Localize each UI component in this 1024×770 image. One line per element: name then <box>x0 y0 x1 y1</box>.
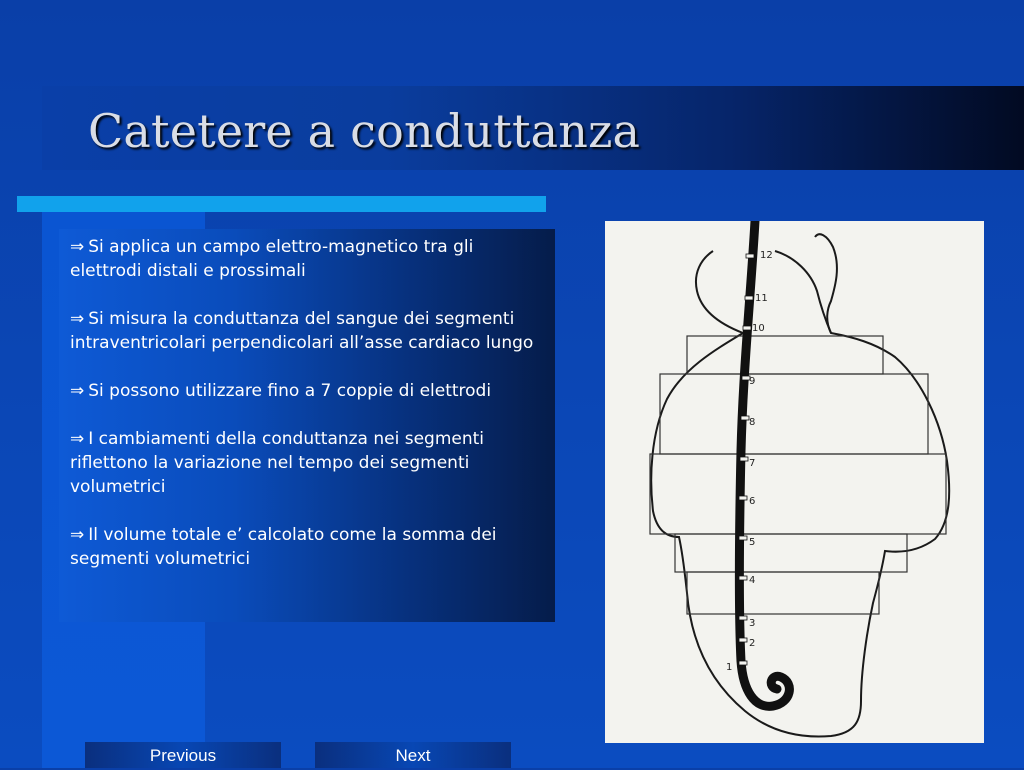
segment-box <box>687 336 883 374</box>
bullet-item <box>70 523 545 571</box>
bullet-item <box>70 307 545 355</box>
electrode-label: 4 <box>749 575 756 586</box>
electrode <box>741 416 749 420</box>
electrode <box>745 296 753 300</box>
bullet-text: Si possono utilizzare fino a 7 coppie di elettrodi <box>88 381 492 401</box>
segment-box <box>660 374 928 454</box>
segment-box <box>687 572 879 614</box>
slide-title: Catetere a conduttanza <box>88 104 641 158</box>
bullet-item <box>70 379 545 403</box>
bullet-text: Il volume totale e’ calcolato come la somma dei segmenti volumetrici <box>70 525 497 569</box>
electrode <box>739 496 747 500</box>
arrow-icon: ⇒ <box>70 429 85 449</box>
electrode <box>746 254 754 258</box>
electrode-label: 7 <box>749 458 756 469</box>
electrode <box>739 638 747 642</box>
arrow-icon: ⇒ <box>70 525 85 545</box>
bullet-item <box>70 235 545 283</box>
previous-button[interactable]: Previous <box>85 742 281 768</box>
arrow-icon: ⇒ <box>70 381 85 401</box>
bullet-text: Si misura la conduttanza del sangue dei segmenti intraventricolari perpendicolari all’asse cardiaco lungo <box>70 309 534 353</box>
segment-box <box>650 454 946 534</box>
electrode <box>739 536 747 540</box>
electrode-label: 5 <box>749 537 756 548</box>
electrode-label: 11 <box>755 293 768 304</box>
bullet-text: I cambiamenti della conduttanza nei segmenti riflettono la variazione nel tempo dei segmenti volumetrici <box>70 429 485 497</box>
arrow-icon: ⇒ <box>70 309 85 329</box>
electrode-label: 8 <box>749 417 756 428</box>
electrode-label: 2 <box>749 638 756 649</box>
diagram-svg <box>605 221 984 743</box>
electrode <box>739 616 747 620</box>
accent-bar <box>17 196 546 212</box>
electrode <box>743 326 751 330</box>
ventricle-outline <box>651 234 949 736</box>
segment-box <box>675 534 907 572</box>
electrode <box>739 576 747 580</box>
segment-boxes <box>650 336 946 614</box>
conductance-catheter-diagram <box>605 221 984 743</box>
electrode-label: 6 <box>749 496 756 507</box>
bullet-text: Si applica un campo elettro-magnetico tra gli elettrodi distali e prossimali <box>70 237 474 281</box>
electrode-label: 9 <box>749 376 756 387</box>
electrode-label: 3 <box>749 618 756 629</box>
electrode-label: 12 <box>760 250 773 261</box>
ventricle-dome <box>775 251 831 333</box>
bullet-list <box>59 229 555 622</box>
arrow-icon: ⇒ <box>70 237 85 257</box>
next-button[interactable]: Next <box>315 742 511 768</box>
electrode-label: 10 <box>752 323 765 334</box>
electrode <box>739 661 747 665</box>
bullet-item <box>70 427 545 499</box>
electrode-label: 1 <box>726 662 733 673</box>
electrode <box>740 457 748 461</box>
